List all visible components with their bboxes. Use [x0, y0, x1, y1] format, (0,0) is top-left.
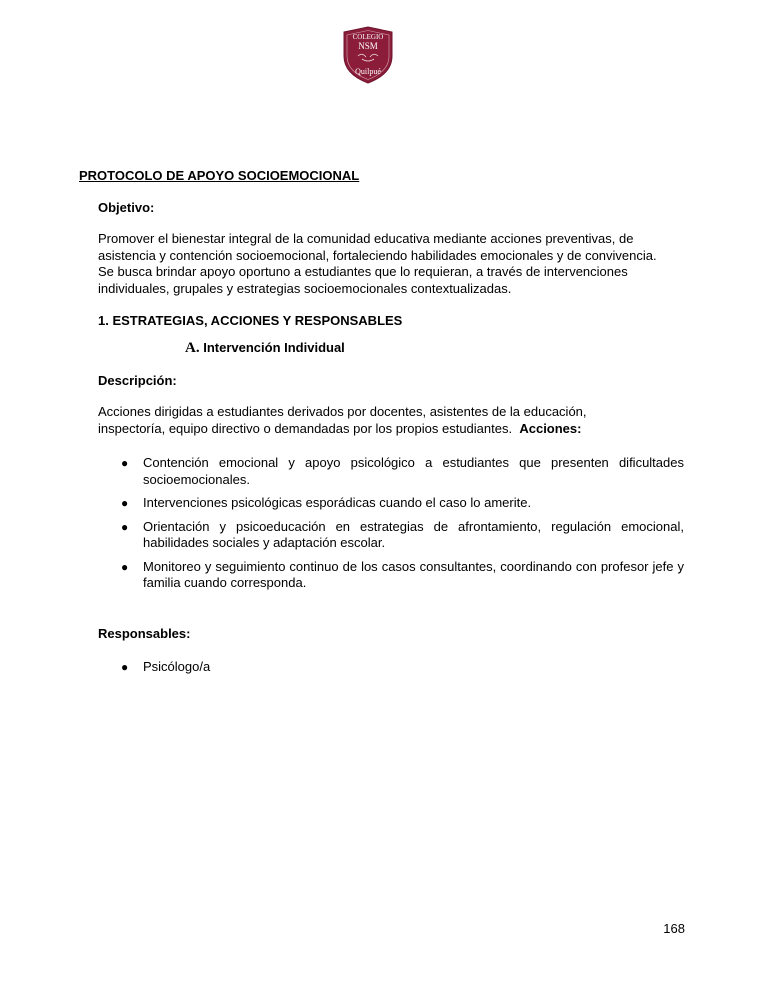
school-logo	[340, 26, 396, 84]
descripcion-paragraph	[98, 404, 598, 437]
section-heading: 1. ESTRATEGIAS, ACCIONES Y RESPONSABLES	[98, 313, 403, 328]
logo-line2: NSM	[358, 41, 378, 51]
list-item: ● Psicólogo/a	[121, 659, 211, 674]
objetivo-label: Objetivo:	[98, 200, 155, 215]
bullet-icon: ●	[121, 559, 129, 574]
bullet-icon: ●	[121, 519, 129, 534]
bullet-icon: ●	[121, 496, 129, 510]
acciones-label: Acciones:	[519, 420, 582, 436]
responsables-list	[121, 659, 543, 676]
list-item: ● Intervenciones psicológicas esporádicas cuando el caso lo amerite.	[121, 495, 532, 510]
subsection-title: Intervención Individual	[203, 340, 345, 355]
acciones-list	[121, 455, 684, 592]
descripcion-label: Descripción:	[98, 373, 177, 388]
crest-icon	[340, 26, 396, 84]
list-item: ● Monitoreo y seguimiento continuo de los casos consultantes, coordinando con profesor jefe y familia cuando corresponda.	[121, 558, 684, 590]
subsection-letter: A.	[185, 340, 200, 356]
objetivo-text: Promover el bienestar integral de la comunidad educativa mediante acciones preventivas, de asistencia y contención socioemocional, fortaleciendo habilidades emocionales y de convivencia. Se busca brindar apoyo oportuno a estudiantes que lo requieran, a través de intervenciones individuales, grupales y estrategias socioemocionales contextualizadas.	[98, 231, 657, 296]
list-item: ● Contención emocional y apoyo psicológico a estudiantes que presenten dificultades socioemocionales.	[121, 455, 684, 487]
document-title: PROTOCOLO DE APOYO SOCIOEMOCIONAL	[79, 168, 360, 183]
bullet-icon: ●	[121, 456, 129, 470]
logo-line1: COLEGIO	[352, 33, 384, 41]
logo-line3: Quilpué	[355, 67, 381, 76]
responsables-label: Responsables:	[98, 626, 191, 641]
subsection-heading	[185, 340, 345, 357]
descripcion-text: Acciones dirigidas a estudiantes derivados por docentes, asistentes de la educación, inspectoría, equipo directivo o demandadas por los propios estudiantes.	[98, 404, 587, 436]
list-item: ● Orientación y psicoeducación en estrategias de afrontamiento, regulación emocional, habilidades sociales y adaptación escolar.	[121, 518, 684, 550]
page-number: 168	[663, 921, 685, 936]
bullet-icon: ●	[121, 660, 129, 674]
